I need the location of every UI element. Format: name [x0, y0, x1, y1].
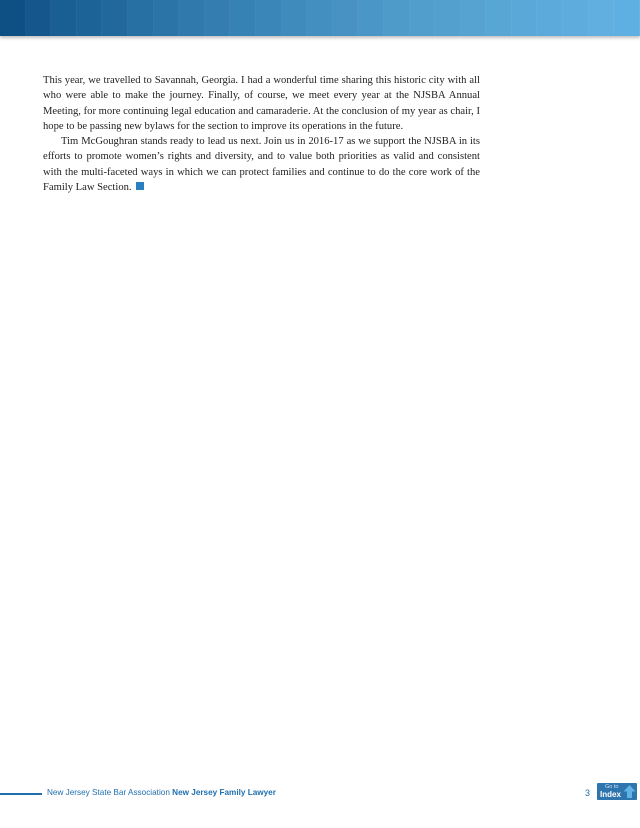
banner-tile — [0, 0, 26, 36]
banner-tile — [154, 0, 180, 36]
banner-tile — [410, 0, 436, 36]
footer-rule — [0, 793, 42, 795]
banner-tile — [384, 0, 410, 36]
end-of-article-mark — [136, 182, 144, 190]
footer-credit — [47, 788, 276, 797]
index-label: Index — [600, 790, 621, 799]
banner-tile — [307, 0, 333, 36]
banner-tile — [512, 0, 538, 36]
banner-tile — [26, 0, 52, 36]
article-body — [43, 73, 480, 195]
banner-tile — [256, 0, 282, 36]
banner-tile — [589, 0, 615, 36]
paragraph-2 — [43, 134, 480, 195]
footer-publication: New Jersey Family Lawyer — [172, 788, 276, 797]
banner-tile — [563, 0, 589, 36]
banner-tile — [486, 0, 512, 36]
banner-tile — [51, 0, 77, 36]
banner-tile — [179, 0, 205, 36]
top-banner — [0, 0, 640, 36]
banner-tile — [614, 0, 640, 36]
banner-tile — [128, 0, 154, 36]
banner-tile — [333, 0, 359, 36]
page-number: 3 — [585, 788, 591, 798]
banner-tile — [537, 0, 563, 36]
footer-organization: New Jersey State Bar Association — [47, 788, 170, 797]
banner-tile — [205, 0, 231, 36]
up-arrow-icon — [623, 784, 636, 799]
banner-tile — [230, 0, 256, 36]
banner-tile — [77, 0, 103, 36]
paragraph-1: This year, we travelled to Savannah, Georgia. I had a wonderful time sharing this historic city with all who were able to make the journey. Finally, of course, we meet every year at the NJSBA Annual Meeting, for more continuing legal education and camaraderie. At the conclusion of my year as chair, I hope to be passing new bylaws for the section to improve its operations in the future. — [43, 75, 480, 132]
go-to-index-button[interactable] — [597, 783, 637, 800]
paragraph-2-text: Tim McGoughran stands ready to lead us next. Join us in 2016-17 as we support the NJSBA in its efforts to promote women’s rights and diversity, and to value both priorities as valid and consistent with the multi-faceted ways in which we can protect families and continue to do the core work of the Family Law Section. — [43, 136, 480, 194]
banner-tile — [435, 0, 461, 36]
banner-tile — [282, 0, 308, 36]
go-to-label: Go to — [605, 784, 619, 790]
banner-tile — [358, 0, 384, 36]
banner-tile — [461, 0, 487, 36]
banner-tile — [102, 0, 128, 36]
